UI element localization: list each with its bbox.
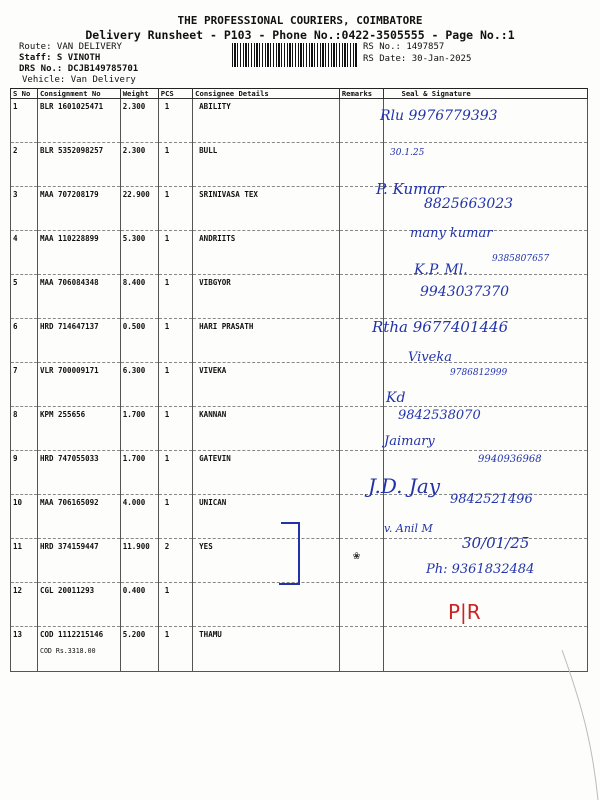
cell-consignee <box>193 187 340 231</box>
cell-consignment <box>37 539 120 583</box>
cell-text-pcs: 1 <box>164 146 170 155</box>
cell-consignee <box>193 407 340 451</box>
cell-text-pcs: 1 <box>164 234 170 243</box>
rs-date-label: RS Date: 30-Jan-2025 <box>363 54 472 64</box>
cell-sno <box>11 363 38 407</box>
cell-consignment <box>37 451 120 495</box>
hw-row5a: 9385807657 <box>492 254 550 264</box>
cell-sno <box>11 495 38 539</box>
stamp-mark: ❀ <box>353 548 361 562</box>
cell-text-weight: 0.400 <box>122 586 146 595</box>
cell-consignee <box>193 451 340 495</box>
hw-row5b: 9943037370 <box>420 284 510 300</box>
cell-pcs <box>158 407 192 451</box>
hw-row11b: 30/01/25 <box>462 534 530 552</box>
cell-consignee <box>193 143 340 187</box>
cell-text-sno: 9 <box>13 454 18 463</box>
hw-row2: 30.1.25 <box>390 148 425 158</box>
cell-consignment <box>37 143 120 187</box>
cell-text-sno: 12 <box>13 586 23 595</box>
cell-text-sno: 4 <box>13 234 18 243</box>
cell-text-sno: 5 <box>13 278 18 287</box>
cell-text-sno: 3 <box>13 190 18 199</box>
cell-consignment <box>37 99 120 143</box>
cell-consignment <box>37 319 120 363</box>
cell-text-consignment: MAA 706084348 <box>39 278 99 287</box>
cell-consignee <box>193 275 340 319</box>
cell-text-sno: 1 <box>13 102 18 111</box>
cell-pcs <box>158 451 192 495</box>
cell-remarks <box>339 407 383 451</box>
cell-consignment <box>37 495 120 539</box>
col-remarks: Remarks <box>339 89 383 99</box>
hw-row7b: 9786812999 <box>450 368 508 378</box>
cell-text-consignment: MAA 706165092 <box>39 498 99 507</box>
cell-sno <box>11 539 38 583</box>
cell-consignment <box>37 583 120 627</box>
cell-remarks <box>339 539 383 583</box>
col-weight: Weight <box>120 89 158 99</box>
cell-text-sno: 10 <box>13 498 23 507</box>
cell-text-consignment: HRD 714647137 <box>39 322 99 331</box>
cell-text-weight: 8.400 <box>122 278 146 287</box>
hw-row3b: 8825663023 <box>424 196 514 212</box>
hw-row8sig: Kd <box>386 390 406 406</box>
cell-remarks <box>339 275 383 319</box>
cell-consignment <box>37 231 120 275</box>
cell-consignee <box>193 363 340 407</box>
cell-sno <box>11 231 38 275</box>
cell-consignment <box>37 407 120 451</box>
cell-remarks <box>339 495 383 539</box>
cell-pcs <box>158 275 192 319</box>
cell-text-weight: 1.700 <box>122 454 146 463</box>
cell-weight <box>120 231 158 275</box>
table-row <box>11 99 588 143</box>
cell-weight <box>120 319 158 363</box>
cell-text-consignment: BLR 5352098257 <box>39 146 104 155</box>
cell-text-sno: 11 <box>13 542 23 551</box>
cell-sno <box>11 187 38 231</box>
cell-weight <box>120 495 158 539</box>
cell-remarks <box>339 231 383 275</box>
cell-text-pcs: 1 <box>164 630 170 639</box>
cell-text-pcs: 1 <box>164 498 170 507</box>
cell-text-consignee: SRINIVASA TEX <box>199 190 258 199</box>
cell-consignee <box>193 583 340 627</box>
col-pcs: PCS <box>158 89 192 99</box>
cell-text-weight: 11.900 <box>122 542 150 551</box>
cell-weight <box>120 583 158 627</box>
barcode <box>232 43 358 67</box>
cell-text-consignment: VLR 700009171 <box>39 366 99 375</box>
cell-text-pcs: 1 <box>164 102 170 111</box>
cell-text-pcs: 1 <box>164 322 170 331</box>
cell-consignee <box>193 539 340 583</box>
cell-consignee <box>193 99 340 143</box>
cell-text-consignee: VIVEKA <box>199 366 227 375</box>
hw-row13-stamp: P|R <box>448 600 481 624</box>
hw-row4: many kumar <box>410 226 493 241</box>
vehicle-label: Vehicle: Van Delivery <box>22 75 136 85</box>
cell-pcs <box>158 143 192 187</box>
cell-text-consignee: THAMU <box>199 630 222 639</box>
cell-text-consignee: HARI PRASATH <box>199 322 254 331</box>
cell-consignment <box>37 363 120 407</box>
table-row <box>11 407 588 451</box>
cell-text-weight: 0.500 <box>122 322 146 331</box>
table-header-row <box>11 89 588 99</box>
cell-consignment <box>37 187 120 231</box>
cell-text-consignment: BLR 1601025471 <box>39 102 104 111</box>
drs-label: DRS No.: DCJB149785701 <box>19 64 139 74</box>
hw-row8: 9842538070 <box>398 408 481 423</box>
cell-text-pcs: 1 <box>164 454 170 463</box>
col-sno: S No <box>11 89 38 99</box>
cell-remarks <box>339 583 383 627</box>
cell-text-consignee: YES <box>199 542 213 551</box>
cell-text-sno: 8 <box>13 410 18 419</box>
cell-sno <box>11 451 38 495</box>
company-title: THE PROFESSIONAL COURIERS, COIMBATORE <box>177 14 423 27</box>
cell-text-sno: 6 <box>13 322 18 331</box>
cell-pcs <box>158 495 192 539</box>
cell-sno <box>11 143 38 187</box>
cell-sno <box>11 583 38 627</box>
cell-pcs <box>158 539 192 583</box>
table-row <box>11 143 588 187</box>
col-seal: Seal & Signature <box>383 89 587 99</box>
cell-consignee <box>193 319 340 363</box>
page-curl-mark <box>560 650 600 800</box>
col-consignee: Consignee Details <box>193 89 340 99</box>
hw-row9b: 9940936968 <box>478 454 542 465</box>
cell-text-consignment: KPM 255656 <box>39 410 86 419</box>
route-label: Route: VAN DELIVERY <box>19 42 122 52</box>
cell-text-pcs: 1 <box>164 190 170 199</box>
cell-text-weight: 1.700 <box>122 410 146 419</box>
hw-row11a: v. Anil M <box>384 522 433 535</box>
cell-text-consignment: HRD 374159447 <box>39 542 99 551</box>
cell-pcs <box>158 583 192 627</box>
cell-pcs <box>158 187 192 231</box>
cell-text-consignee: BULL <box>199 146 218 155</box>
cell-pcs <box>158 99 192 143</box>
cell-text-pcs: 1 <box>164 586 170 595</box>
hw-row10: 9842521496 <box>450 492 533 507</box>
cell-text-sno: 7 <box>13 366 18 375</box>
cell-text-consignee: ANDRIITS <box>199 234 236 243</box>
cell-text-weight: 22.900 <box>122 190 150 199</box>
cell-remarks <box>339 363 383 407</box>
cell-weight <box>120 187 158 231</box>
cell-text-weight: 5.300 <box>122 234 146 243</box>
cell-pcs <box>158 231 192 275</box>
col-consignment: Consignment No <box>37 89 120 99</box>
cell-consignment <box>37 627 120 672</box>
cell-pcs <box>158 319 192 363</box>
staff-label: Staff: S VINOTH <box>19 53 101 63</box>
cell-weight <box>120 363 158 407</box>
hw-row9a: Jaimary <box>384 434 435 449</box>
cell-text-consignee: VIBGYOR <box>199 278 231 287</box>
table-row <box>11 231 588 275</box>
cell-text-pcs: 1 <box>164 278 170 287</box>
hw-row10sig: J.D. Jay <box>368 474 441 498</box>
cell-consignee <box>193 231 340 275</box>
cell-weight <box>120 539 158 583</box>
rs-no-label: RS No.: 1497857 <box>363 42 445 52</box>
cell-text-consignee: GATEVIN <box>199 454 231 463</box>
cell-text-pcs: 1 <box>164 410 170 419</box>
cell-sno <box>11 407 38 451</box>
cell-text-weight: 2.300 <box>122 102 146 111</box>
hw-row7a: Viveka <box>408 350 452 365</box>
cell-text-pcs: 1 <box>164 366 170 375</box>
cell-weight <box>120 451 158 495</box>
runsheet-subtitle: Delivery Runsheet - P103 - Phone No.:0422-3505555 - Page No.:1 <box>85 28 515 42</box>
cell-sno <box>11 99 38 143</box>
cell-text-consignee: KANNAN <box>199 410 227 419</box>
cod-amount: COD Rs.3318.00 <box>39 647 96 655</box>
cell-text-consignment: CGL 20011293 <box>39 586 95 595</box>
cell-text-sno: 2 <box>13 146 18 155</box>
cell-text-consignee: ABILITY <box>199 102 231 111</box>
cell-text-consignment: MAA 707208179 <box>39 190 99 199</box>
cell-weight <box>120 275 158 319</box>
bracket-mark <box>275 520 305 590</box>
cell-weight <box>120 407 158 451</box>
cell-text-consignment: COD 1112215146 <box>39 630 104 639</box>
cell-consignee <box>193 495 340 539</box>
cell-weight <box>120 143 158 187</box>
cell-text-consignment: MAA 110228899 <box>39 234 99 243</box>
hw-row6: Rtha 9677401446 <box>372 318 509 336</box>
cell-text-sno: 13 <box>13 630 23 639</box>
cell-consignment <box>37 275 120 319</box>
cell-text-weight: 5.200 <box>122 630 146 639</box>
cell-remarks <box>339 99 383 143</box>
hw-row5sig: K.P. Ml. <box>414 262 468 278</box>
cell-text-consignee: UNICAN <box>199 498 227 507</box>
cell-sno <box>11 319 38 363</box>
cell-weight <box>120 99 158 143</box>
cell-seal <box>383 627 587 672</box>
hw-row11c: Ph: 9361832484 <box>426 562 535 577</box>
hw-row1: Rlu 9976779393 <box>380 108 498 124</box>
cell-consignee <box>193 627 340 672</box>
cell-seal <box>383 583 587 627</box>
cell-sno <box>11 627 38 672</box>
cell-sno <box>11 275 38 319</box>
cell-text-weight: 2.300 <box>122 146 146 155</box>
hw-row3a: P. Kumar <box>376 180 444 198</box>
table-row <box>11 627 588 672</box>
cell-remarks <box>339 627 383 672</box>
cell-pcs <box>158 363 192 407</box>
cell-text-pcs: 2 <box>164 542 170 551</box>
cell-text-consignment: HRD 747055033 <box>39 454 99 463</box>
cell-weight <box>120 627 158 672</box>
cell-pcs <box>158 627 192 672</box>
cell-text-weight: 4.000 <box>122 498 146 507</box>
cell-text-weight: 6.300 <box>122 366 146 375</box>
